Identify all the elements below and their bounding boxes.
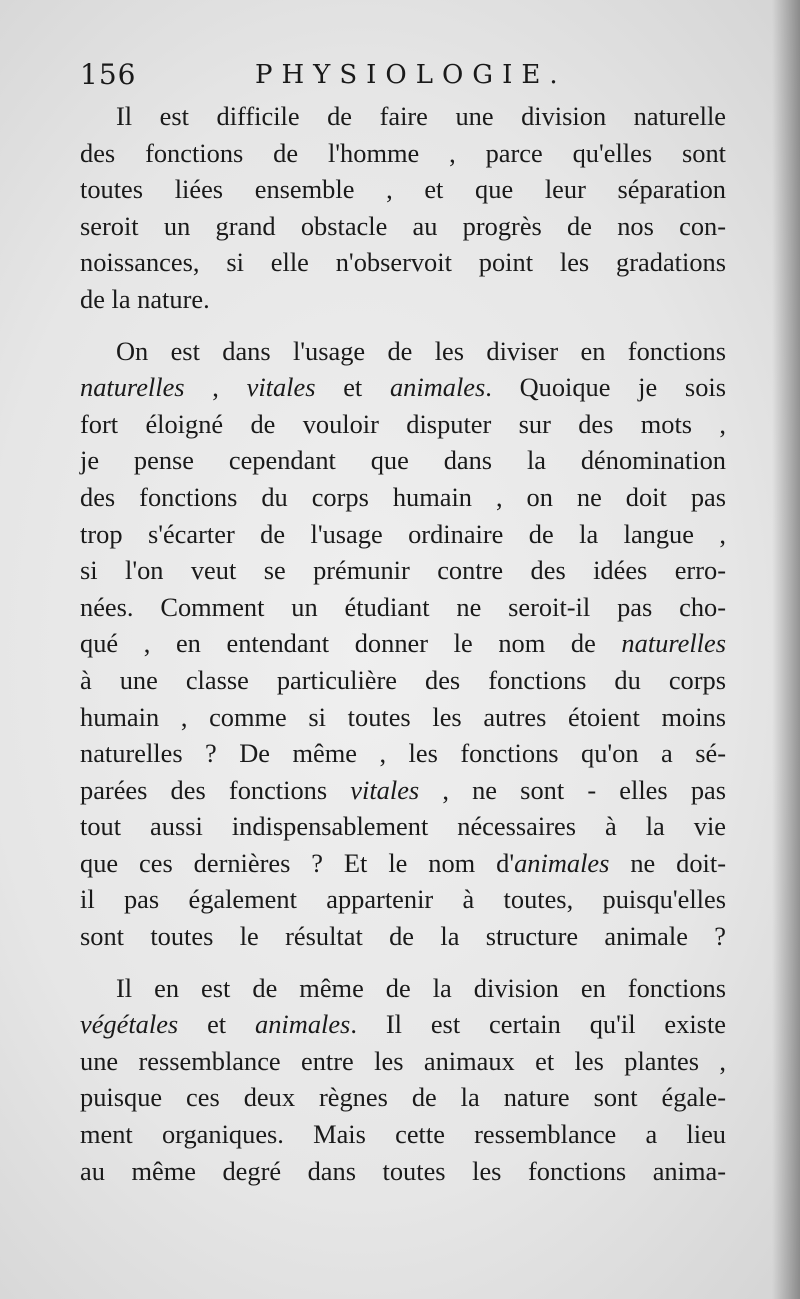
text-line: il pas également appartenir à toutes, puisqu'elles [80, 884, 726, 915]
text-line: à une classe particulière des fonctions du corps [80, 664, 726, 695]
paragraph-1 [80, 98, 726, 318]
text-line: qué , en entendant donner le nom de naturelles [80, 628, 726, 659]
text-line: nées. Comment un étudiant ne seroit-il pas cho- [80, 591, 726, 622]
text-line: puisque ces deux règnes de la nature sont égale- [80, 1082, 726, 1113]
text-line: naturelles , vitales et animales. Quoique je sois [80, 372, 726, 403]
text-line: de la nature. [80, 283, 210, 314]
text-line: je pense cependant que dans la dénomination [80, 445, 726, 476]
text-line: végétales et animales. Il est certain qu'il existe [80, 1009, 726, 1040]
text-line: naturelles ? De même , les fonctions qu'on a sé- [80, 738, 726, 769]
text-line: toutes liées ensemble , et que leur séparation [80, 174, 726, 205]
text-line: fort éloigné de vouloir disputer sur des mots , [80, 408, 726, 439]
text-line: des fonctions de l'homme , parce qu'elles sont [80, 137, 726, 168]
page-header [80, 58, 720, 98]
paragraph-2 [80, 333, 726, 955]
text-line: tout aussi indispensablement nécessaires à la vie [80, 811, 726, 842]
text-line: parées des fonctions vitales , ne sont - elles pas [80, 774, 726, 805]
text-line: On est dans l'usage de les diviser en fonctions [116, 335, 726, 366]
running-head: PHYSIOLOGIE. [255, 60, 567, 90]
text-line: des fonctions du corps humain , on ne doit pas [80, 481, 726, 512]
text-line: trop s'écarter de l'usage ordinaire de la langue , [80, 518, 726, 549]
text-line: ment organiques. Mais cette ressemblance a lieu [80, 1119, 726, 1150]
body-text [80, 98, 726, 1189]
text-line: une ressemblance entre les animaux et les plantes , [80, 1045, 726, 1076]
text-line: Il en est de même de la division en fonctions [116, 972, 726, 1003]
text-line: sont toutes le résultat de la structure animale ? [80, 921, 726, 952]
text-line: noissances, si elle n'observoit point les gradations [80, 247, 726, 278]
text-line: si l'on veut se prémunir contre des idées erro- [80, 555, 726, 586]
text-line: humain , comme si toutes les autres étoient moins [80, 701, 726, 732]
text-line: au même degré dans toutes les fonctions anima- [80, 1155, 726, 1186]
text-line: seroit un grand obstacle au progrès de nos con- [80, 210, 726, 241]
text-line: que ces dernières ? Et le nom d'animales ne doit- [80, 847, 726, 878]
page-number: 156 [80, 58, 137, 91]
text-line: Il est difficile de faire une division naturelle [116, 101, 726, 131]
paragraph-3 [80, 970, 726, 1190]
